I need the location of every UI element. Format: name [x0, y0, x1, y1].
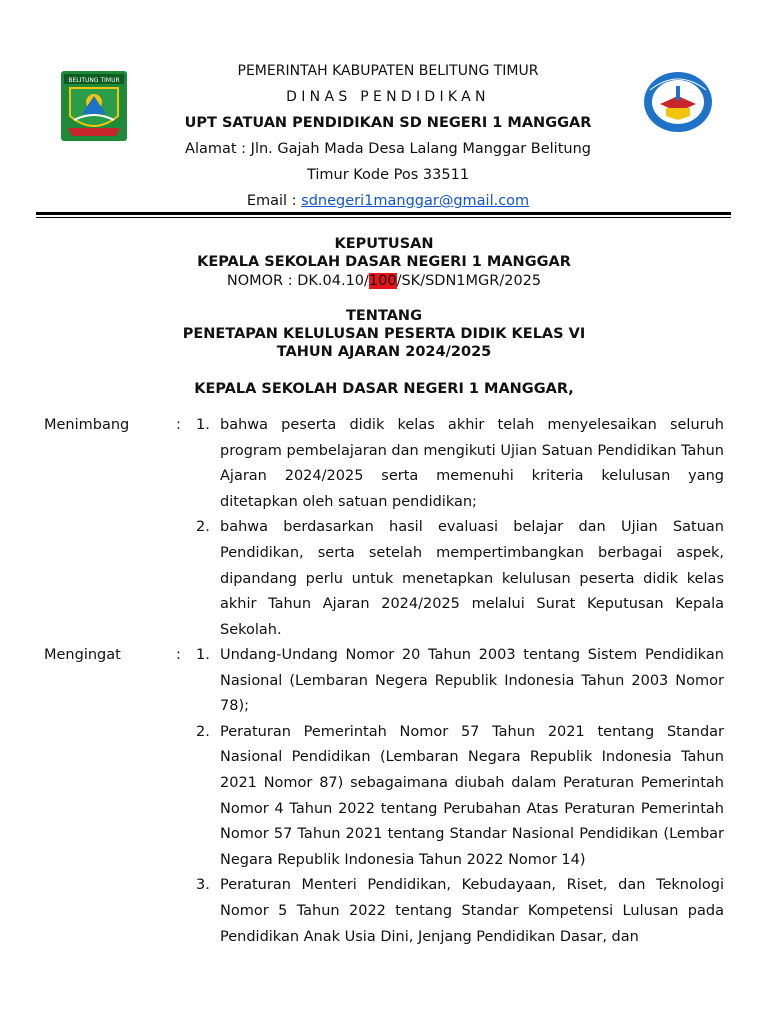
email-line	[150, 188, 626, 214]
department-name: DINAS PENDIDIKAN	[286, 89, 490, 105]
list-item	[196, 720, 724, 874]
decree-number-suffix: /SK/SDN1MGR/2025	[396, 273, 542, 289]
decree-issuer: KEPALA SEKOLAH DASAR NEGERI 1 MANGGAR	[197, 254, 571, 270]
school-name: UPT SATUAN PENDIDIKAN SD NEGERI 1 MANGGAR	[184, 115, 592, 131]
list-item-number: 2.	[196, 723, 210, 740]
section-label-mengingat: Mengingat	[44, 647, 121, 663]
list-item-number: 1.	[196, 417, 210, 433]
list-item-number: 3.	[196, 877, 210, 894]
menimbang-list	[196, 413, 724, 643]
list-item-number: 1.	[196, 647, 210, 663]
belitung-timur-emblem-icon	[60, 70, 128, 142]
list-item	[196, 413, 724, 515]
list-item	[196, 873, 724, 950]
decree-number-highlight: 100	[368, 273, 397, 289]
about-heading: TENTANG	[346, 308, 422, 324]
section-label-menimbang: Menimbang	[44, 417, 130, 433]
list-item-text: bahwa berdasarkan hasil evaluasi belajar dan Ujian Satuan Pendidikan, serta setelah mempertimbangkan berbagai aspek, dipandang perlu untuk menetapkan kelulusan peserta didik kelas akhir Tahun Ajaran 2024/2025 melalui Surat Keputusan Kepala Sekolah.	[220, 519, 724, 638]
government-name: PEMERINTAH KABUPATEN BELITUNG TIMUR	[237, 63, 539, 79]
decree-number-prefix: NOMOR : DK.04.10/	[226, 273, 369, 289]
section-colon-mengingat: :	[176, 647, 181, 663]
letterhead-divider-thin	[36, 217, 731, 218]
signer-heading: KEPALA SEKOLAH DASAR NEGERI 1 MANGGAR,	[194, 381, 574, 397]
decree-number	[0, 272, 768, 290]
mengingat-list	[196, 643, 724, 950]
subject-line-2: TAHUN AJARAN 2024/2025	[276, 344, 492, 360]
email-label: Email :	[246, 193, 302, 209]
list-item-text: Undang-Undang Nomor 20 Tahun 2003 tentang Sistem Pendidikan Nasional (Lembaran Negera Republik Indonesia Tahun 2003 Nomor 78);	[220, 647, 724, 715]
list-item	[196, 643, 724, 720]
address-line-2: Timur Kode Pos 33511	[306, 167, 470, 183]
subject-line-1: PENETAPAN KELULUSAN PESERTA DIDIK KELAS VI	[182, 326, 586, 342]
address-line-1: Alamat : Jln. Gajah Mada Desa Lalang Manggar Belitung	[185, 141, 591, 157]
svg-text:BELITUNG TIMUR: BELITUNG TIMUR	[68, 77, 120, 84]
section-colon-menimbang: :	[176, 417, 181, 433]
letterhead-divider-thick	[36, 212, 731, 215]
letterhead	[150, 58, 626, 214]
email-link[interactable]: sdnegeri1manggar@gmail.com	[301, 193, 530, 209]
list-item-text: Peraturan Menteri Pendidikan, Kebudayaan, Riset, dan Teknologi Nomor 5 Tahun 2022 tentang Standar Kompetensi Lulusan pada Pendidikan Anak Usia Dini, Jenjang Pendidikan Dasar, dan	[220, 877, 724, 945]
list-item-number: 2.	[196, 519, 210, 536]
list-item	[196, 515, 724, 643]
school-logo-icon	[642, 70, 714, 134]
decree-title: KEPUTUSAN	[334, 236, 434, 252]
list-item-text: bahwa peserta didik kelas akhir telah menyelesaikan seluruh program pembelajaran dan mengikuti Ujian Satuan Pendidikan Tahun Ajaran 2024/2025 serta memenuhi kriteria kelulusan yang ditetapkan oleh satuan pendidikan;	[220, 417, 724, 510]
list-item-text: Peraturan Pemerintah Nomor 57 Tahun 2021 tentang Standar Nasional Pendidikan (Lembaran Negara Republik Indonesia Tahun 2021 Nomor 87) sebagaimana diubah dalam Peraturan Pemerintah Nomor 4 Tahun 2022 tentang Perubahan Atas Peraturan Pemerintah Nomor 57 Tahun 2021 tentang Standar Nasional Pendidikan (Lembar Negara Republik Indonesia Tahun 2022 Nomor 14)	[220, 723, 724, 868]
